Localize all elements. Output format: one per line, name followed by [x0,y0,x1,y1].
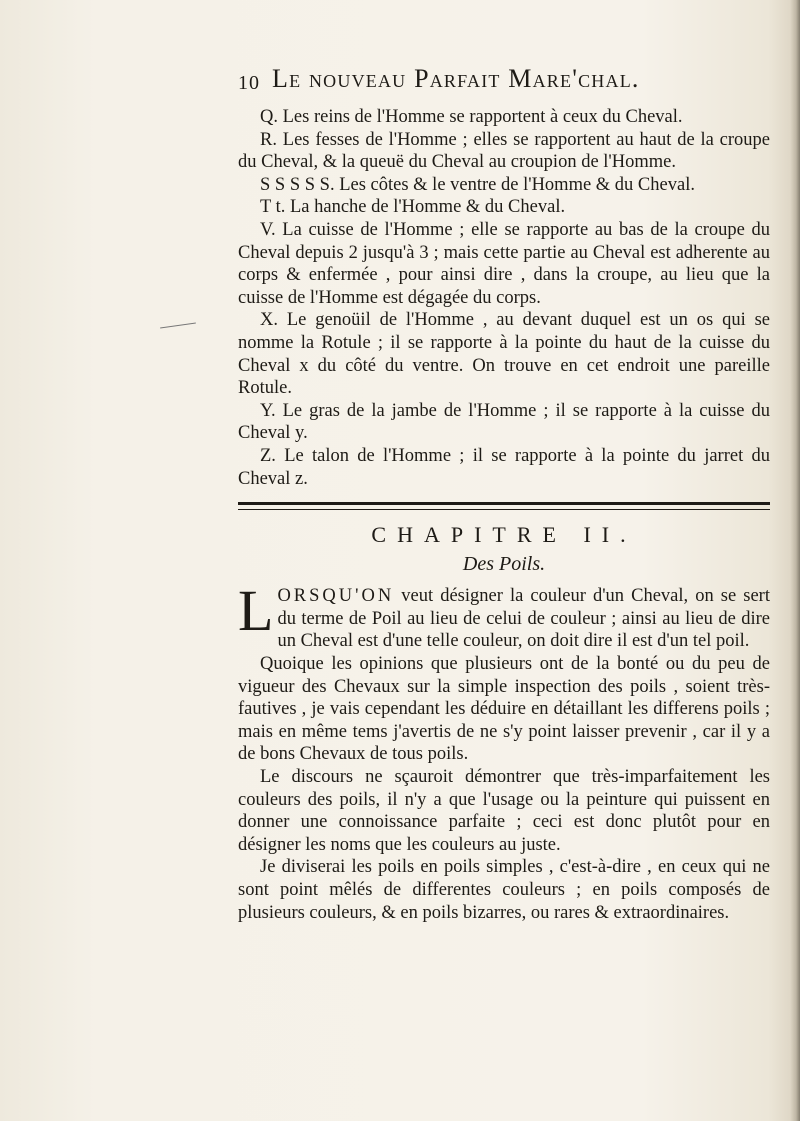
chapter-subtitle: Des Poils. [462,552,546,575]
drop-cap: L [238,578,274,644]
chapter-heading: CHAPITRE II. [371,522,637,548]
entry-v: V. La cuisse de l'Homme ; elle se rapporte au bas de la croupe du Cheval depuis 2 jusqu'à 3 ; mais cette partie au Cheval est adherente au corps & enfermée , pour ainsi dire , dans la croupe, au lieu que la cuisse de l'Homme est dégagée du corps. [238,219,770,308]
first-paragraph-text: veut désigner la couleur d'un Cheval, on se sert du terme de Poil au lieu de celui de couleur ; ainsi au lieu de dire un Cheval est d'une telle couleur, on doit dire il est d'un tel poil. [277,586,770,652]
entry-x: X. Le genoüil de l'Homme , au devant duquel est un os qui se nomme la Rotule ; il se rapporte à la pointe du haut de la cuisse du Cheval x du côté du ventre. On trouve en cet endroit une pareille Rotule. [238,310,770,399]
running-head [238,64,770,102]
entry-t: T t. La hanche de l'Homme & du Cheval. [260,197,566,218]
entry-s: S S S S S. Les côtes & le ventre de l'Homme & du Cheval. [260,174,695,195]
chapter-rule [238,502,770,510]
page-number: 10 [238,72,260,94]
running-title: Le nouveau Parfait Mare'chal. [272,64,640,93]
margin-pencil-mark [160,322,196,328]
paragraph-diviserai: Je diviserai les poils en poils simples , c'est-à-dire , en ceux qui ne sont point mêlés de differentes couleurs ; en poils composés de plusieurs couleurs, & en poils bizarres, ou rares & extraordinaires. [238,857,770,923]
chapter-first-paragraph [238,578,770,653]
entry-q: Q. Les reins de l'Homme se rapportent à ceux du Cheval. [260,107,683,127]
entry-y: Y. Le gras de la jambe de l'Homme ; il se rapporte à la cuisse du Cheval y. [238,400,770,444]
page-binding-shadow [790,0,800,1121]
entry-z: Z. Le talon de l'Homme ; il se rapporte à la pointe du jarret du Cheval z. [238,445,770,489]
paragraph-opinions: Quoique les opinions que plusieurs ont de la bonté ou du peu de vigueur des Chevaux sur la simple inspection des poils , soient très-fautives , je vais cependant les déduire en détaillant les differens poils ; mais en même tems j'avertis de ne s'y point laisser prevenir , car il y a de bons Chevaux de tous poils. [238,654,770,765]
lead-small-caps: ORSQU'ON [277,586,395,607]
page-text-block [238,64,770,924]
entry-r: R. Les fesses de l'Homme ; elles se rapportent au haut de la croupe du Cheval, & la queuë du Cheval au croupion de l'Homme. [238,129,770,173]
paragraph-discours: Le discours ne sçauroit démontrer que très-imparfaitement les couleurs des poils, il n'y a que l'usage ou la peinture qui puissent en donner une connoissance parfaite ; ceci est donc plutôt pour en désigner les noms que les couleurs au juste. [238,767,770,855]
